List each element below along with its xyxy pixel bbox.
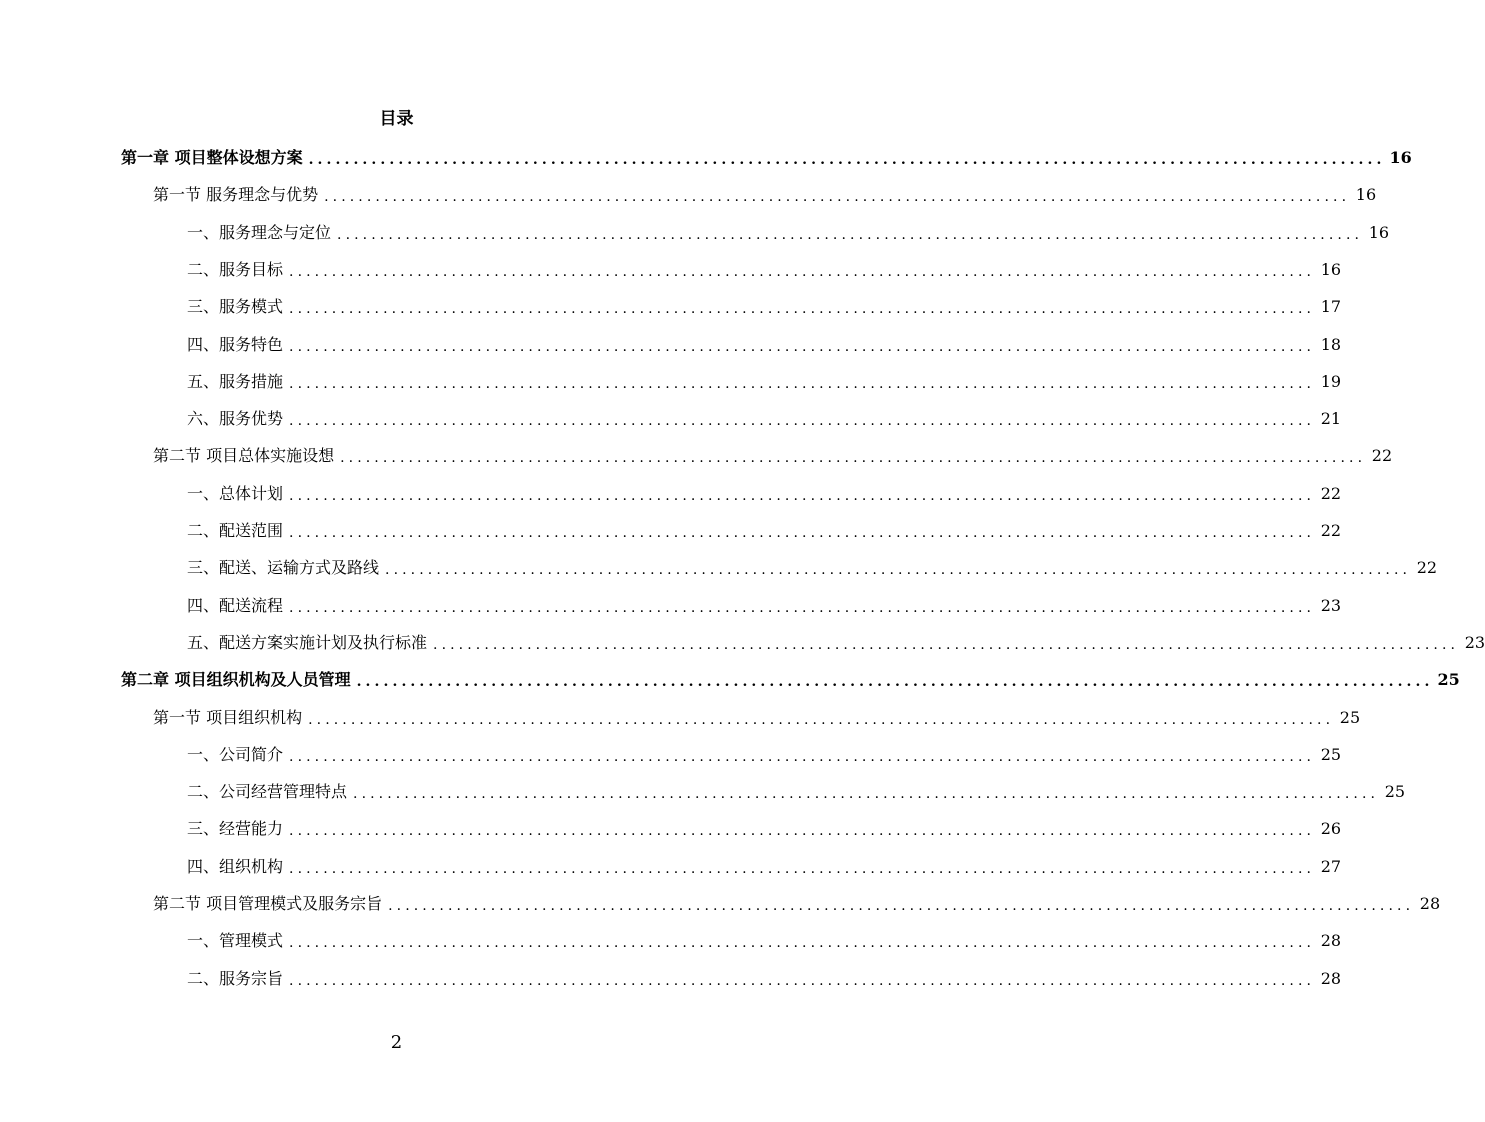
dot-leader: ........................................................................................................................	[289, 525, 1316, 541]
toc-subsection-entry[interactable]	[187, 962, 1342, 996]
toc-entry-title: 六、服务优势	[187, 409, 284, 429]
dot-leader: ........................................................................................................................	[308, 152, 1386, 168]
dot-leader: ........................................................................................................................	[289, 338, 1316, 355]
toc-subsection-entry[interactable]	[187, 775, 1406, 809]
toc-entry-page: 21	[1320, 409, 1342, 429]
dot-leader: ........................................................................................................................	[388, 898, 1415, 914]
dot-leader: ........................................................................................................................	[385, 562, 1412, 579]
toc-entry-page: 16	[1355, 185, 1377, 205]
toc-entry-title: 一、服务理念与定位	[187, 222, 332, 242]
toc-subsection-entry[interactable]	[187, 514, 1342, 548]
dot-leader: ........................................................................................................................	[289, 823, 1316, 840]
toc-entry-page: 22	[1320, 483, 1342, 503]
dot-leader: ........................................................................................................................	[308, 711, 1335, 728]
toc-entry-page: 22	[1416, 558, 1438, 578]
toc-entry-page: 28	[1320, 931, 1342, 951]
toc-entry-title: 四、组织机构	[187, 856, 284, 876]
toc-subsection-entry[interactable]	[187, 812, 1342, 846]
dot-leader: ........................................................................................................................	[289, 599, 1316, 616]
toc-entry-title: 五、服务措施	[187, 371, 284, 391]
toc-entry-page: 25	[1320, 744, 1342, 764]
toc-subsection-entry[interactable]	[187, 290, 1342, 324]
toc-entry-page: 26	[1320, 819, 1342, 839]
toc-entry-title: 三、配送、运输方式及路线	[187, 558, 380, 578]
toc-entry-page: 18	[1320, 334, 1342, 354]
toc-entry-title: 第二章 项目组织机构及人员管理	[121, 670, 351, 690]
toc-entry-title: 五、配送方案实施计划及执行标准	[187, 632, 428, 652]
dot-leader: ........................................................................................................................	[289, 263, 1316, 280]
dot-leader: ........................................................................................................................	[340, 450, 1367, 467]
toc-entry-title: 三、经营能力	[187, 819, 284, 839]
toc-entry-page: 16	[1368, 222, 1390, 242]
toc-entry-page: 16	[1389, 148, 1412, 167]
dot-leader: ........................................................................................................................	[337, 226, 1364, 243]
toc-entry-page: 17	[1320, 297, 1342, 317]
dot-leader: ........................................................................................................................	[289, 375, 1316, 392]
toc-section-entry[interactable]	[153, 701, 1361, 735]
toc-chapter-entry[interactable]	[121, 141, 1412, 175]
toc-entry-title: 第一章 项目整体设想方案	[121, 148, 303, 167]
toc-subsection-entry[interactable]	[187, 328, 1342, 362]
page-number: 2	[390, 1032, 403, 1053]
toc-entry-title: 二、服务宗旨	[187, 968, 284, 988]
toc-entry-title: 第二节 项目总体实施设想	[153, 446, 335, 466]
toc-subsection-entry[interactable]	[187, 626, 1485, 660]
toc-subsection-entry[interactable]	[187, 253, 1342, 287]
dot-leader: ........................................................................................................................	[289, 860, 1316, 877]
toc-entry-title: 一、总体计划	[187, 483, 284, 503]
toc-subsection-entry[interactable]	[187, 477, 1342, 511]
toc-entry-title: 一、公司简介	[187, 744, 284, 764]
toc-entry-page: 16	[1320, 259, 1342, 279]
toc-entry-title: 一、管理模式	[187, 931, 284, 951]
toc-heading: 目录	[379, 109, 414, 129]
toc-entry-page: 22	[1371, 446, 1393, 466]
toc-entry-page: 19	[1320, 371, 1342, 391]
dot-leader: ........................................................................................................................	[289, 748, 1316, 765]
toc-entry-page: 23	[1464, 632, 1485, 652]
toc-subsection-entry[interactable]	[187, 924, 1342, 958]
toc-entry-page: 28	[1320, 968, 1342, 988]
toc-subsection-entry[interactable]	[187, 551, 1438, 585]
toc-entry-title: 三、服务模式	[187, 297, 284, 317]
toc-entry-title: 二、配送范围	[187, 521, 284, 540]
toc-section-entry[interactable]	[153, 178, 1377, 212]
toc-subsection-entry[interactable]	[187, 589, 1342, 623]
toc-subsection-entry[interactable]	[187, 216, 1390, 250]
toc-entry-title: 二、公司经营管理特点	[187, 782, 348, 802]
toc-subsection-entry[interactable]	[187, 850, 1342, 884]
dot-leader: ........................................................................................................................	[289, 972, 1316, 989]
dot-leader: ........................................................................................................................	[353, 786, 1380, 803]
toc-entry-title: 四、配送流程	[187, 595, 284, 615]
dot-leader: ........................................................................................................................	[324, 189, 1351, 206]
toc-entry-title: 第一节 项目组织机构	[153, 707, 303, 727]
toc-entry-title: 第一节 服务理念与优势	[153, 185, 319, 205]
toc-subsection-entry[interactable]	[187, 365, 1342, 399]
toc-entry-title: 第二节 项目管理模式及服务宗旨	[153, 894, 383, 913]
dot-leader: ........................................................................................................................	[289, 413, 1316, 430]
dot-leader: ........................................................................................................................	[433, 636, 1460, 653]
toc-section-entry[interactable]	[153, 887, 1441, 921]
dot-leader: ........................................................................................................................	[289, 487, 1316, 504]
toc-entry-page: 25	[1437, 670, 1460, 690]
dot-leader: ........................................................................................................................	[356, 674, 1434, 691]
toc-entry-title: 四、服务特色	[187, 334, 284, 354]
toc-entry-page: 23	[1320, 595, 1342, 615]
toc-entry-page: 25	[1339, 707, 1361, 727]
toc-entry-page: 22	[1320, 521, 1342, 540]
toc-entry-page: 25	[1384, 782, 1406, 802]
toc-entry-page: 27	[1320, 856, 1342, 876]
toc-section-entry[interactable]	[153, 439, 1393, 473]
toc-entry-title: 二、服务目标	[187, 259, 284, 279]
toc-subsection-entry[interactable]	[187, 738, 1342, 772]
dot-leader: ........................................................................................................................	[289, 301, 1316, 318]
toc-entry-page: 28	[1419, 894, 1441, 913]
toc-subsection-entry[interactable]	[187, 402, 1342, 436]
toc-chapter-entry[interactable]	[121, 663, 1460, 697]
dot-leader: ........................................................................................................................	[289, 935, 1316, 952]
